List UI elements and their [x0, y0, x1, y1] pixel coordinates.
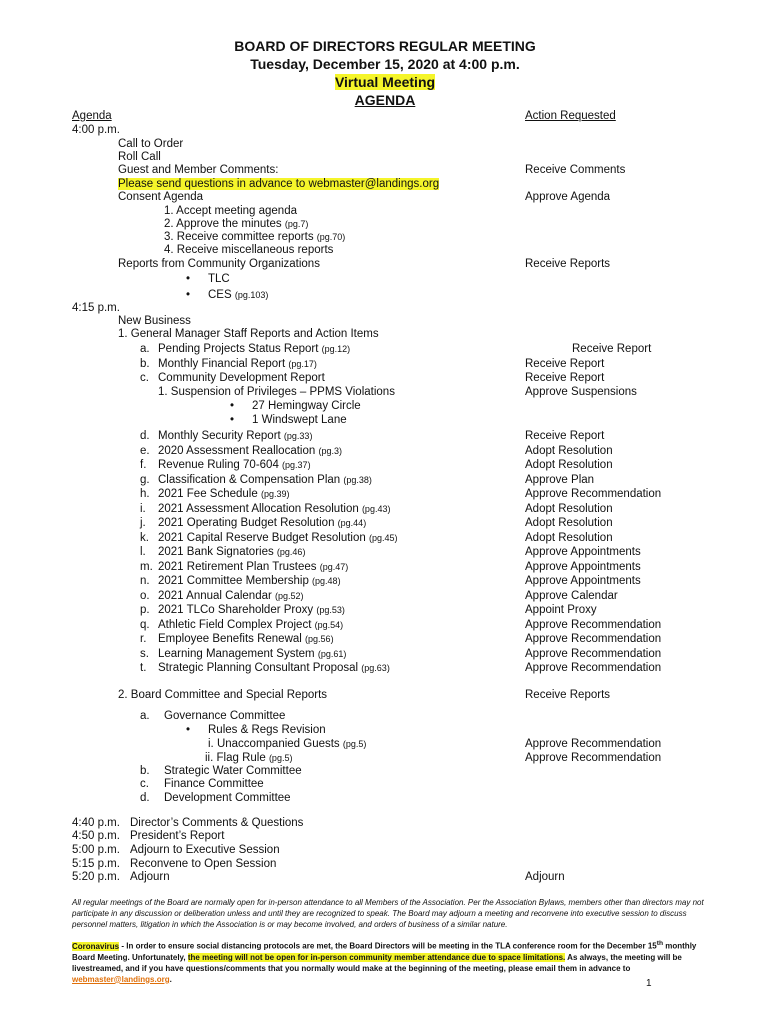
- page-ref: (pg.38): [343, 474, 372, 485]
- item-action: Approve Recommendation: [525, 662, 662, 674]
- closing-time: 4:40 p.m.: [72, 817, 120, 829]
- page-ref: (pg.7): [284, 219, 309, 229]
- list-item: [205, 751, 292, 765]
- closing-item: President’s Report: [130, 830, 225, 842]
- closing-item: Adjourn: [130, 871, 170, 883]
- page-ref: (pg.52): [275, 590, 304, 601]
- list-item: [158, 502, 390, 516]
- page-ref: (pg.33): [283, 431, 313, 441]
- item-letter: m.: [140, 560, 153, 573]
- covid-text-4: .: [169, 974, 172, 984]
- item-text: 2021 Capital Reserve Budget Resolution: [158, 531, 366, 544]
- item-letter: h.: [140, 488, 150, 500]
- item-letter: t.: [140, 662, 147, 674]
- action-column-header: Action Requested: [525, 110, 616, 122]
- item-text: 2021 Fee Schedule: [158, 488, 258, 500]
- item-text: 2021 Operating Budget Resolution: [158, 517, 335, 529]
- page-ref: (pg.70): [316, 232, 346, 242]
- item-letter: q.: [140, 618, 150, 631]
- community-reports: Reports from Community Organizations: [118, 258, 320, 270]
- item-text: Accept meeting agenda: [176, 205, 297, 217]
- list-item: [164, 204, 297, 218]
- item-action: Approve Recommendation: [525, 633, 662, 645]
- list-item: [158, 531, 398, 545]
- covid-text-1: - In order to ensure social distancing protocols are met, the Board Directors will be meeting in the TLA conference room for the December 15: [119, 941, 657, 951]
- page-ref: (pg.103): [234, 290, 269, 300]
- closing-time: 4:50 p.m.: [72, 830, 120, 842]
- list-item: [158, 429, 312, 443]
- list-item: [208, 272, 230, 286]
- closing-time: 5:20 p.m.: [72, 871, 120, 883]
- coronavirus-label: Coronavirus: [72, 941, 120, 951]
- item-letter: f.: [140, 459, 147, 471]
- item-text: 2021 Annual Calendar: [158, 589, 272, 602]
- item-letter: s.: [140, 647, 149, 660]
- agenda-heading: [0, 92, 770, 108]
- agenda-heading-text: AGENDA: [354, 92, 416, 108]
- new-business: New Business: [118, 315, 191, 327]
- list-item: [158, 603, 345, 617]
- suspension-action: Approve Suspensions: [525, 386, 637, 398]
- item-action: Approve Recommendation: [525, 738, 662, 750]
- list-item: [164, 243, 333, 257]
- list-item: [158, 371, 325, 385]
- item-action: Approve Recommendation: [525, 488, 662, 500]
- item-text: CES: [208, 289, 232, 301]
- item-number: 4.: [164, 244, 174, 256]
- page-ref: (pg.61): [317, 648, 347, 659]
- item-text: Community Development Report: [158, 372, 325, 384]
- page-ref: (pg.43): [361, 503, 391, 514]
- list-item: [158, 473, 372, 487]
- item-action: Approve Appointments: [525, 575, 641, 587]
- item-text: Revenue Ruling 70-604: [158, 459, 279, 471]
- page-ref: (pg.56): [305, 634, 334, 644]
- item-action: Approve Appointments: [525, 546, 641, 558]
- gm-reports-heading: 1. General Manager Staff Reports and Action Items: [118, 328, 379, 340]
- item-action: Adopt Resolution: [525, 531, 613, 544]
- item-number: 1.: [164, 205, 174, 217]
- page-ref: (pg.48): [312, 576, 341, 586]
- virtual-meeting-label: Virtual Meeting: [334, 74, 436, 90]
- list-item: Finance Committee: [164, 778, 264, 790]
- list-item: [158, 357, 317, 371]
- meeting-type: [0, 74, 770, 90]
- meeting-title: BOARD OF DIRECTORS REGULAR MEETING: [234, 38, 536, 54]
- board-reports-action: Receive Reports: [525, 689, 611, 701]
- page-ref: (pg.5): [342, 739, 367, 749]
- coronavirus-note: [72, 938, 712, 985]
- covid-text-3: As always, the meeting will be livestreamed, and if you have questions/comments that you normally would make at the beginning of the meeting, please email them in advance to: [72, 952, 682, 973]
- list-item: [158, 458, 311, 472]
- guest-note-text: Please send questions in advance to webmaster@landings.org: [118, 178, 440, 190]
- webmaster-email-link[interactable]: webmaster@landings.org: [72, 974, 170, 984]
- item-letter: g.: [140, 473, 150, 486]
- item-text: 2021 Retirement Plan Trustees: [158, 560, 317, 573]
- item-letter: c.: [140, 372, 149, 384]
- list-item: [158, 574, 341, 588]
- time-415: 4:15 p.m.: [72, 302, 120, 314]
- item-action: Receive Report: [525, 372, 605, 384]
- item-text: 2021 TLCo Shareholder Proxy: [158, 604, 314, 616]
- item-action: Adopt Resolution: [525, 459, 613, 471]
- list-item: [158, 342, 350, 356]
- item-text: 2021 Bank Signatories: [158, 546, 274, 558]
- list-item: • Rules & Regs Revision: [208, 723, 326, 737]
- list-item: [208, 737, 366, 751]
- item-action: Adopt Resolution: [525, 444, 613, 457]
- item-text: Receive miscellaneous reports: [176, 244, 334, 256]
- item-text: Monthly Financial Report: [158, 357, 286, 370]
- page-ref: (pg.12): [321, 344, 351, 354]
- item-text: Approve the minutes: [176, 218, 282, 230]
- closing-time: 5:00 p.m.: [72, 844, 120, 856]
- item-text: Unaccompanied Guests: [216, 738, 340, 750]
- page-number: 1: [646, 978, 652, 989]
- list-item: c.: [140, 778, 149, 790]
- item-action: Approve Recommendation: [525, 752, 662, 764]
- adjourn-action: Adjourn: [525, 871, 565, 883]
- item-number: ii.: [205, 752, 214, 764]
- list-item: [158, 487, 289, 501]
- page-ref: (pg.37): [282, 460, 311, 470]
- item-action: Approve Recommendation: [525, 647, 662, 660]
- page-ref: (pg.47): [319, 561, 349, 572]
- item-letter: p.: [140, 604, 150, 616]
- guest-comments: Guest and Member Comments:: [118, 164, 279, 176]
- list-item: Governance Committee: [164, 710, 286, 722]
- item-text: Pending Projects Status Report: [158, 343, 319, 355]
- item-action: Adopt Resolution: [525, 502, 613, 515]
- guest-comments-action: Receive Comments: [525, 164, 626, 176]
- item-letter: d.: [140, 430, 150, 442]
- time-400: 4:00 p.m.: [72, 124, 120, 136]
- item-text: Employee Benefits Renewal: [158, 633, 302, 645]
- item-text: 2021 Committee Membership: [158, 575, 309, 587]
- community-reports-action: Receive Reports: [525, 258, 611, 270]
- page-ref: (pg.45): [368, 532, 398, 543]
- closing-item: Adjourn to Executive Session: [130, 844, 280, 856]
- roll-call: Roll Call: [118, 151, 161, 163]
- closing-item: Director’s Comments & Questions: [130, 817, 304, 829]
- list-item: d.: [140, 792, 150, 804]
- footer-note: All regular meetings of the Board are normally open for in-person attendance to all Members of the Association. Per the Association Bylaws, members other than directors may not participate in any discussion or deliberation unless and until they are recognized to speak. The Board may adjourn a meeting and reconvene into executive session to discuss personnel matters, litigation in which the Association is or may become involved, and orders of business of a similar nature.: [72, 898, 704, 929]
- call-to-order: Call to Order: [118, 138, 184, 150]
- page-ref: (pg.3): [318, 445, 342, 456]
- list-item: • 1 Windswept Lane: [252, 413, 347, 427]
- list-item: [158, 647, 346, 661]
- item-text: Classification & Compensation Plan: [158, 473, 341, 486]
- item-text: Strategic Planning Consultant Proposal: [158, 662, 359, 674]
- list-item: [164, 217, 308, 231]
- list-item: [208, 288, 268, 302]
- item-letter: l.: [140, 546, 146, 558]
- list-item: [158, 444, 342, 458]
- item-letter: e.: [140, 444, 150, 457]
- page-ref: (pg.5): [268, 753, 293, 763]
- covid-highlight: the meeting will not be open for in-person community member attendance due to space limitations.: [187, 952, 566, 962]
- closing-item: Reconvene to Open Session: [130, 858, 277, 870]
- page-ref: (pg.39): [260, 489, 290, 499]
- covid-sup: th: [656, 940, 664, 947]
- item-letter: n.: [140, 575, 150, 587]
- item-text: Flag Rule: [216, 752, 266, 764]
- page-ref: (pg.44): [337, 518, 367, 528]
- suspension-heading: 1. Suspension of Privileges – PPMS Violations: [158, 386, 395, 398]
- list-item: [158, 661, 390, 675]
- item-text: TLC: [208, 273, 230, 285]
- item-text: 2020 Assessment Reallocation: [158, 444, 316, 457]
- board-reports-heading: 2. Board Committee and Special Reports: [118, 689, 328, 701]
- list-item: [158, 545, 305, 559]
- item-action: Approve Appointments: [525, 560, 641, 573]
- list-item: [158, 560, 348, 574]
- item-number: 3.: [164, 231, 174, 243]
- meeting-date: Tuesday, December 15, 2020 at 4:00 p.m.: [250, 56, 520, 72]
- list-item: Strategic Water Committee: [164, 765, 302, 777]
- agenda-column-header: Agenda: [72, 110, 112, 122]
- page-ref: (pg.63): [361, 663, 390, 673]
- list-item: • 27 Hemingway Circle: [252, 399, 361, 413]
- item-action: Receive Report: [572, 343, 652, 355]
- page-ref: (pg.17): [288, 358, 317, 369]
- list-item: b.: [140, 765, 150, 777]
- list-item: a.: [140, 710, 150, 722]
- item-letter: i.: [140, 502, 146, 515]
- guest-note: [118, 177, 439, 191]
- item-text: Receive committee reports: [176, 231, 314, 243]
- item-letter: k.: [140, 531, 149, 544]
- consent-agenda: Consent Agenda: [118, 191, 204, 203]
- item-letter: b.: [140, 357, 150, 370]
- list-item: [158, 516, 366, 530]
- list-item: [164, 230, 345, 244]
- item-action: Approve Plan: [525, 473, 595, 486]
- item-action: Receive Report: [525, 430, 605, 442]
- item-action: Receive Report: [525, 357, 605, 370]
- item-action: Appoint Proxy: [525, 604, 597, 616]
- item-text: Athletic Field Complex Project: [158, 618, 312, 631]
- item-letter: r.: [140, 633, 147, 645]
- item-letter: a.: [140, 343, 150, 355]
- list-item: [158, 632, 334, 646]
- consent-agenda-action: Approve Agenda: [525, 191, 611, 203]
- item-text: Learning Management System: [158, 647, 315, 660]
- list-item: Development Committee: [164, 792, 291, 804]
- list-item: [158, 618, 343, 632]
- item-action: Approve Recommendation: [525, 618, 662, 631]
- item-action: Approve Calendar: [525, 589, 618, 602]
- closing-time: 5:15 p.m.: [72, 858, 120, 870]
- item-number: i.: [208, 738, 214, 750]
- item-text: Monthly Security Report: [158, 430, 281, 442]
- item-letter: j.: [140, 517, 146, 529]
- page-ref: (pg.53): [316, 605, 345, 615]
- page-ref: (pg.46): [276, 547, 306, 557]
- item-number: 2.: [164, 218, 174, 230]
- item-letter: o.: [140, 589, 150, 602]
- list-item: [158, 589, 304, 603]
- item-text: 2021 Assessment Allocation Resolution: [158, 502, 359, 515]
- covid-text-2: monthly Board Meeting. Unfortunately,: [72, 941, 697, 962]
- page-ref: (pg.54): [314, 619, 344, 630]
- item-action: Adopt Resolution: [525, 517, 613, 529]
